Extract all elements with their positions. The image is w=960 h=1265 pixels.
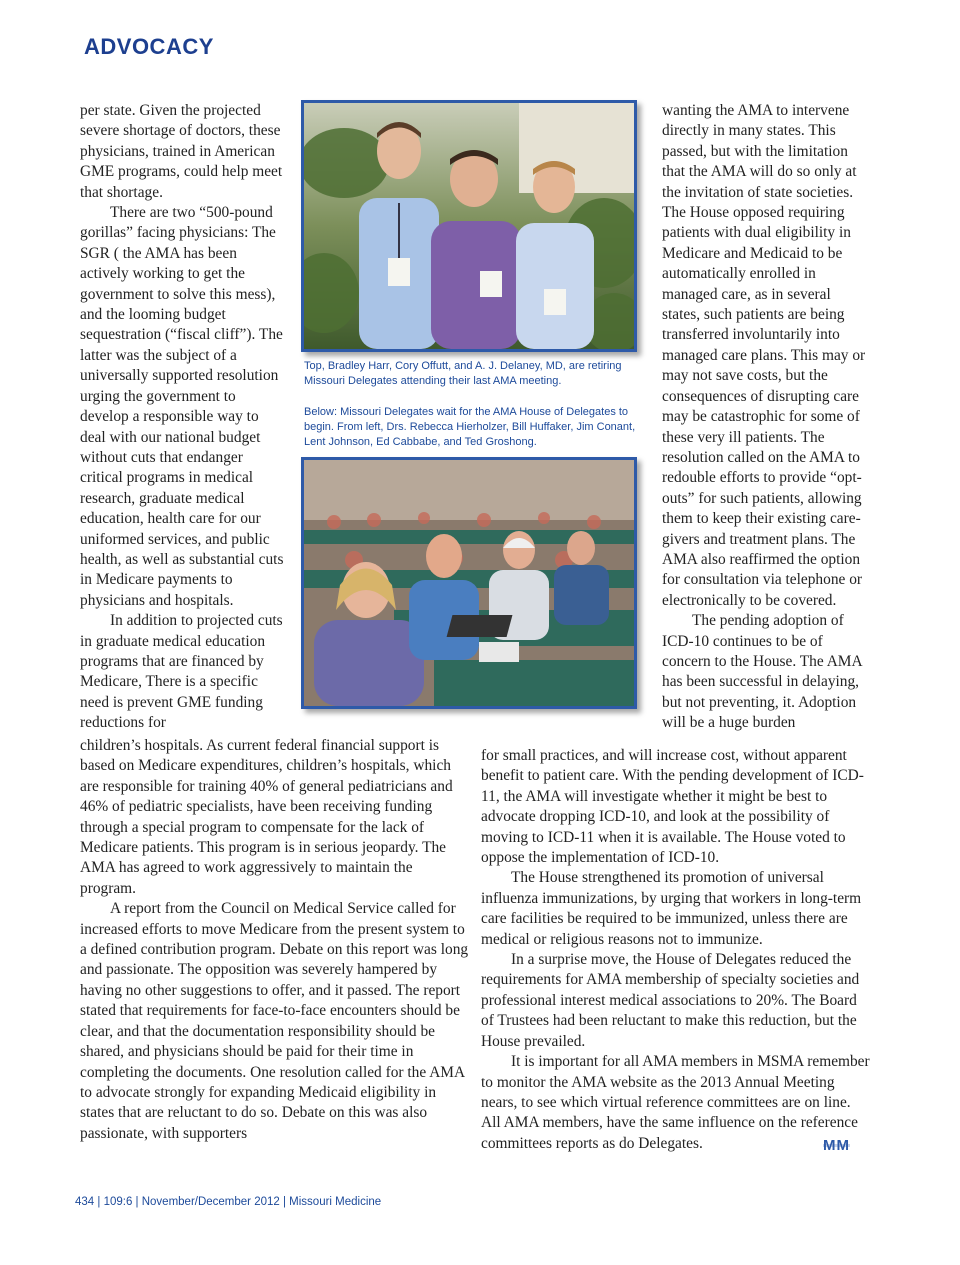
- paragraph: In addition to projected cuts in graduate medical education programs that are financed by Medicare, There is a specific need is prevent GME funding reductions for: [80, 612, 283, 732]
- section-heading: ADVOCACY: [84, 34, 214, 59]
- left-column-bottom: [80, 736, 470, 1144]
- paragraph: A report from the Council on Medical Service called for increased efforts to move Medicare from the present system to a defined contribution program. Debate on this report was long and passionate. The opposition was severely hampered by having no other suggestions to offer, and it passed. The report stated that requirements for face-to-face encounters should be clear, and that the documentation responsibility should be shared, and physicians should be paid for their time in completing the documents. One resolution called for the AMA to advocate strongly for expanding Medicaid eligibility in states that are reluctant to do so. Debate on this was also passionate, with supporters: [80, 900, 469, 1142]
- paragraph: wanting the AMA to intervene directly in many states. This passed, but with the limitation that the AMA will do so only at the invitation of state societies. The House opposed requiring patients with dual eligibility in Medicare and Medicaid to be automatically enrolled in managed care, as in several states, such patients are being transferred involuntarily into managed care plans. This may or may not save costs, but the consequences of disrupting care may be catastrophic for some of these very ill patients. The resolution called on the AMA to redouble efforts to provide “opt-outs” for such patients, allowing them to keep their existing care-givers and treatment plans. The AMA also reaffirmed the option for consultation via telephone or electronically to be covered.: [662, 102, 866, 609]
- photo-caption-top: Top, Bradley Harr, Cory Offutt, and A. J. Delaney, MD, are retiring Missouri Delegates attending their last AMA meeting.: [304, 360, 622, 387]
- right-column-bottom: [481, 746, 871, 1154]
- photo-delegates-seated-image: [304, 460, 634, 706]
- paragraph: It is important for all AMA members in MSMA remember to monitor the AMA website as the 2013 Annual Meeting nears, to see which virtual reference committees are on line. All AMA members, have the same influence on the reference committees reports as do Delegates.: [481, 1053, 870, 1152]
- photo-three-delegates: [301, 100, 637, 352]
- page-footer: 434 | 109:6 | November/December 2012 | Missouri Medicine: [75, 1196, 382, 1208]
- photo-delegates-seated: [301, 457, 637, 709]
- photo-caption-bottom: Below: Missouri Delegates wait for the AMA House of Delegates to begin. From left, Drs. Rebecca Hierholzer, Bill Huffaker, Jim Conant, Lent Johnson, Ed Cabbabe, and Ted Groshong.: [304, 406, 636, 448]
- paragraph: per state. Given the projected severe shortage of doctors, these physicians, trained in American GME programs, could help meet that shortage.: [80, 102, 283, 201]
- end-mark: MM: [823, 1137, 850, 1154]
- paragraph: The House strengthened its promotion of universal influenza immunizations, by urging that workers in long-term care facilities be required to be immunized, unless there are medical or religious reasons not to immunize.: [481, 869, 862, 948]
- photo-three-delegates-image: [304, 103, 634, 349]
- left-column-top: [80, 101, 286, 734]
- paragraph: The pending adoption of ICD-10 continues to be of concern to the House. The AMA has been successful in delaying, but not preventing, it. Adoption will be a huge burden: [662, 612, 862, 732]
- paragraph: In a surprise move, the House of Delegates reduced the requirements for AMA membership of specialty societies and professional interest medical associations to 20%. The Board of Trustees had been reluctant to make this reduction, but the House prevailed.: [481, 951, 860, 1050]
- right-column-top: [662, 101, 868, 734]
- paragraph: There are two “500-pound gorillas” facing physicians: The SGR ( the AMA has been actively working to get the government to solve this mess), and the looming budget sequestration (“fiscal cliff”). The latter was the subject of a universally supported resolution urging the government to develop a responsible way to deal with our national budget without cuts that endanger critical programs in medical research, graduate medical education, health care for our uniformed services, and public health, as well as substantial cuts in Medicare payments to physicians and hospitals.: [80, 204, 284, 609]
- paragraph: for small practices, and will increase cost, without apparent benefit to patient care. With the pending development of ICD-11, the AMA will investigate whether it might be best to advocate dropping ICD-10, and look at the possibility of moving to ICD-11 when it is available. The House voted to oppose the implementation of ICD-10.: [481, 747, 864, 867]
- paragraph: children’s hospitals. As current federal financial support is based on Medicare expenditures, children’s hospitals, which are responsible for training 40% of general pediatricians and 46% of pediatric specialists, have been receiving funding through a special program to compensate for the lack of Medicare patients. This program is in serious jeopardy. The AMA has agreed to work aggressively to maintain the program.: [80, 737, 453, 897]
